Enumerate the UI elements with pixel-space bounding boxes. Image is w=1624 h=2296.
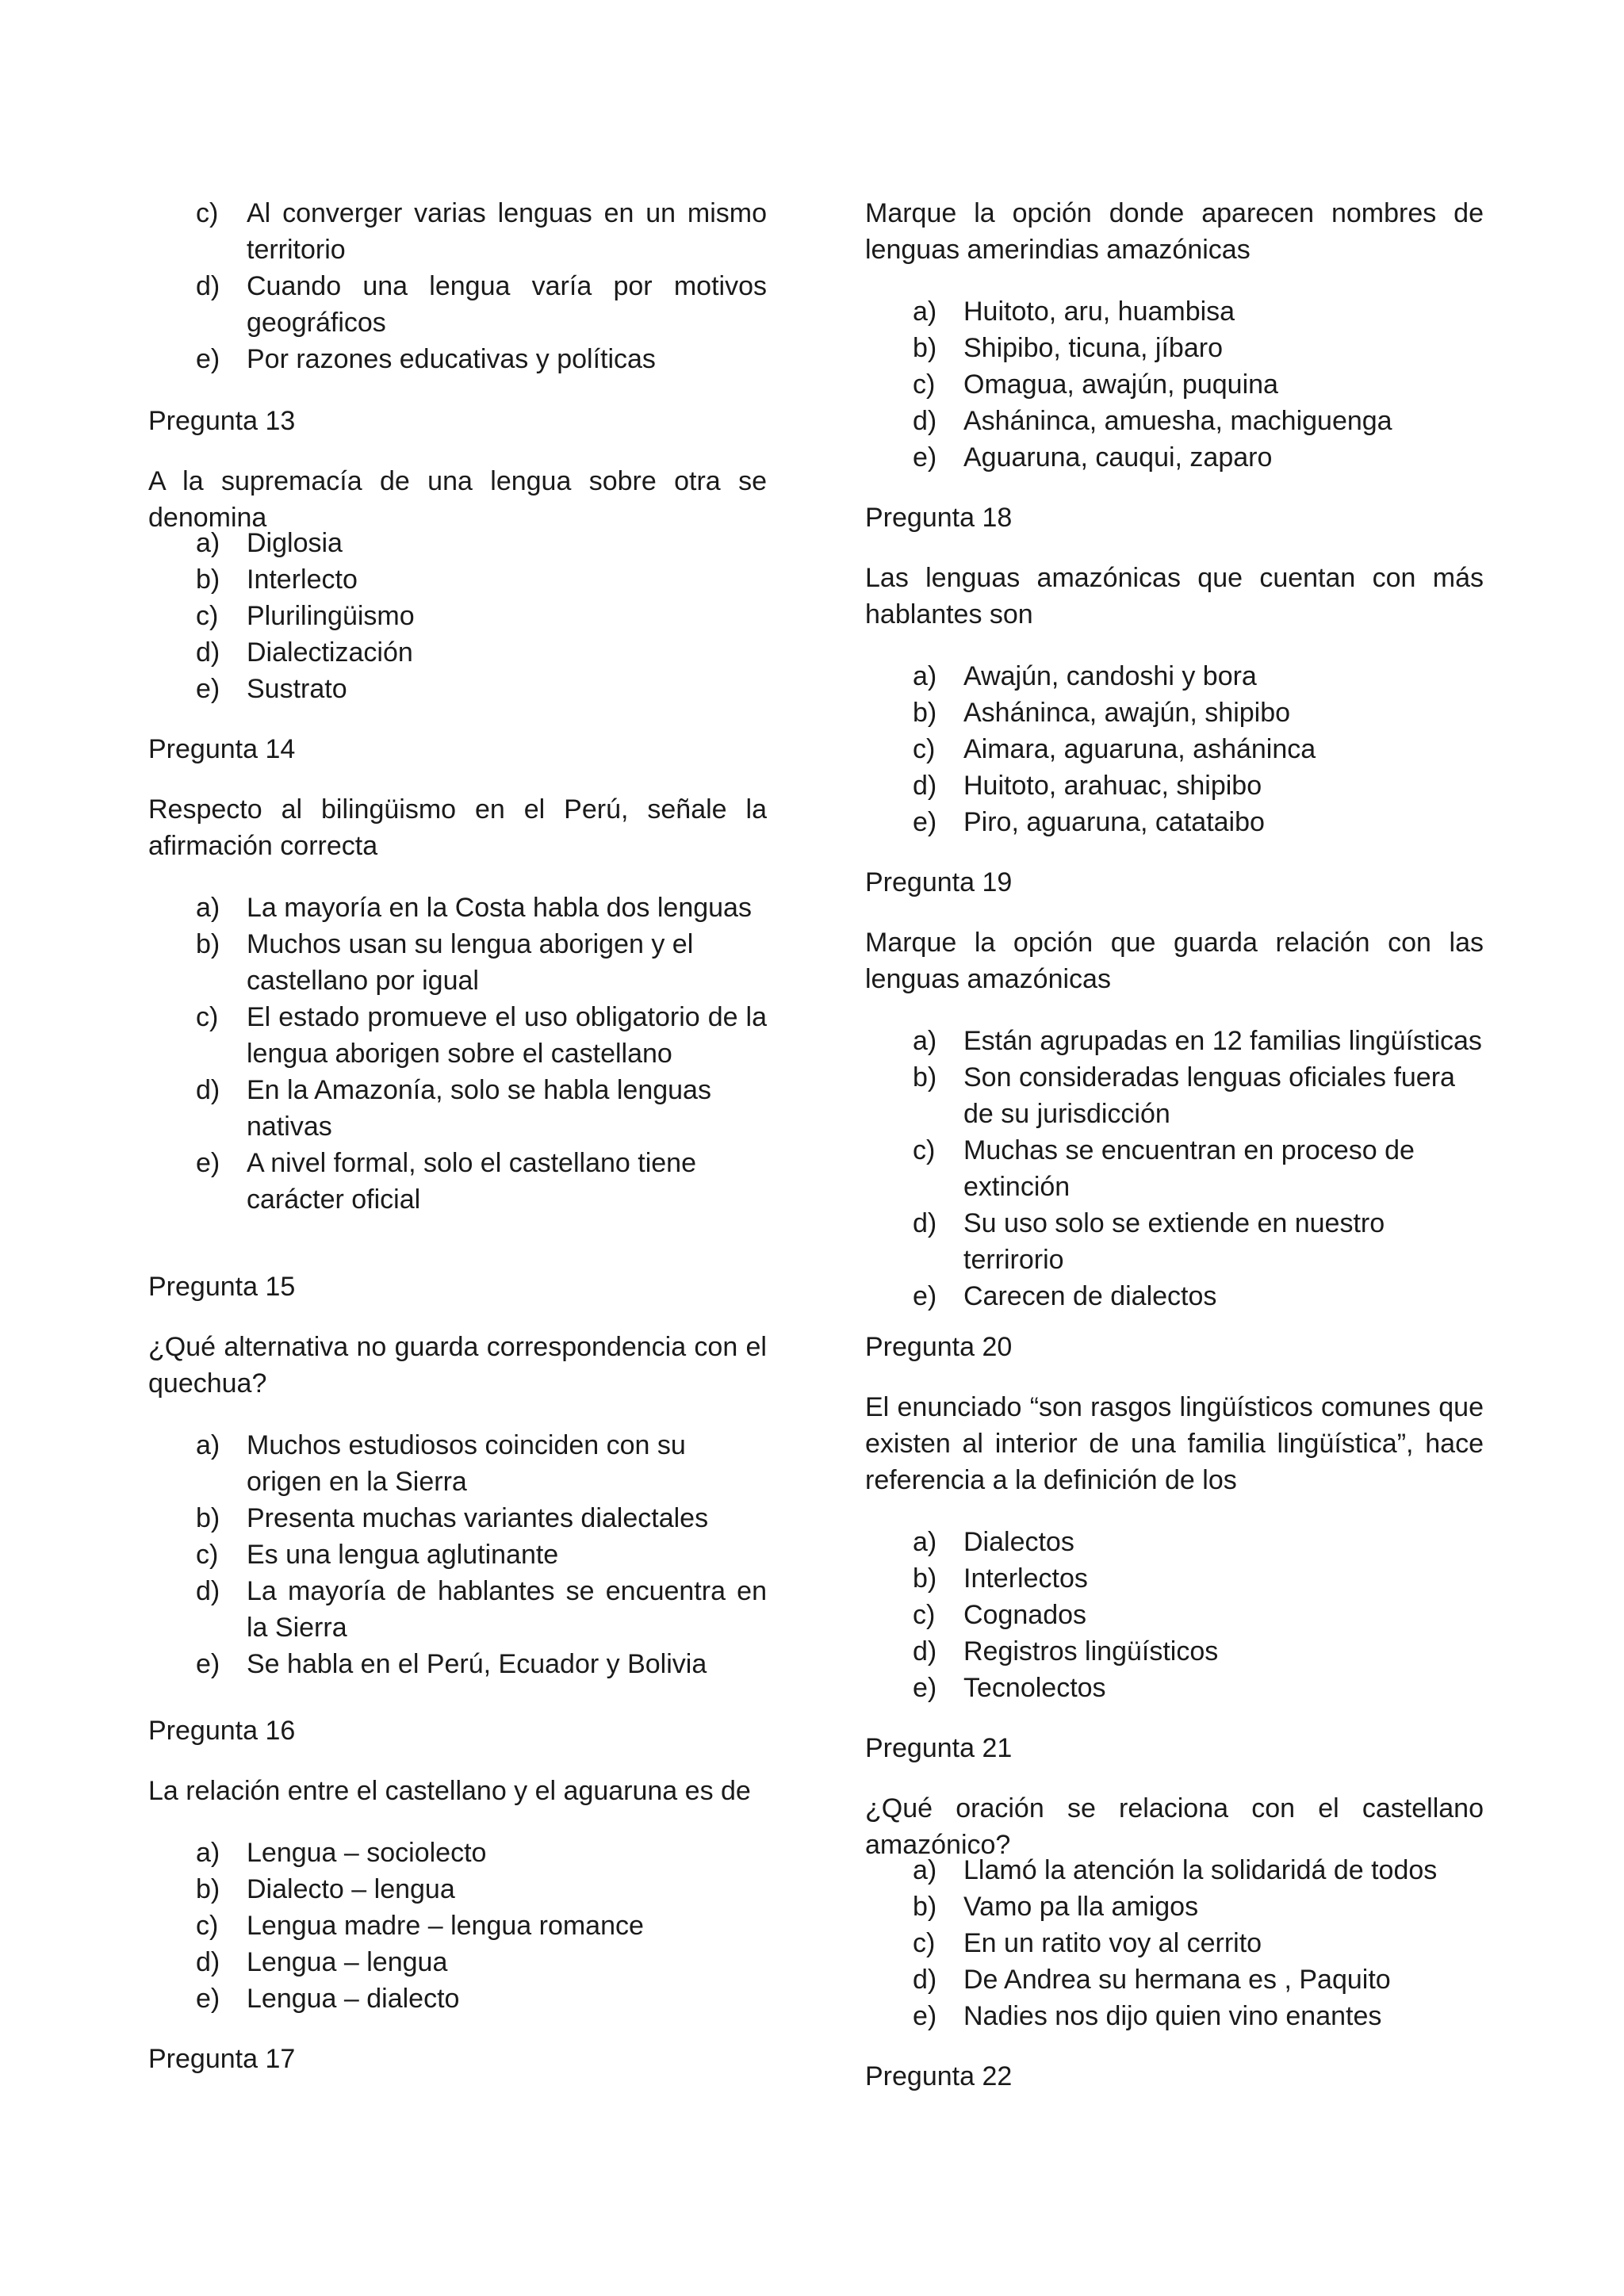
option-text: Omagua, awajún, puquina	[963, 369, 1278, 400]
option-d	[865, 1961, 1484, 1998]
option-d	[865, 403, 1484, 439]
option-letter: d)	[196, 1576, 220, 1606]
question-13-text: A la supremacía de una lengua sobre otra se denomina	[148, 466, 767, 533]
option-letter: d)	[913, 1208, 937, 1238]
option-c	[865, 1132, 1484, 1205]
option-text: Su uso solo se extiende en nuestro terrirorio	[963, 1208, 1385, 1275]
option-b	[148, 1871, 767, 1908]
option-text: Llamó la atención la solidaridá de todos	[963, 1855, 1438, 1885]
option-text: Tecnolectos	[963, 1673, 1106, 1703]
option-text: Asháninca, amuesha, machiguenga	[963, 406, 1392, 436]
question-16-options	[148, 1835, 767, 2017]
option-text: Es una lengua aglutinante	[247, 1540, 559, 1570]
question-14-label: Pregunta 14	[148, 734, 296, 764]
option-c	[865, 366, 1484, 403]
option-text: Están agrupadas en 12 familias lingüísticas	[963, 1026, 1482, 1056]
option-letter: a)	[196, 1838, 220, 1868]
option-text: Piro, aguaruna, catataibo	[963, 807, 1265, 837]
option-letter: d)	[196, 1947, 220, 1977]
question-20-text: El enunciado “son rasgos lingüísticos comunes que existen al interior de una familia lingüística”, hace referencia a la definición de los	[865, 1392, 1484, 1495]
option-letter: e)	[196, 674, 220, 704]
option-letter: b)	[196, 1503, 220, 1533]
option-letter: a)	[196, 1430, 220, 1460]
option-text: Asháninca, awajún, shipibo	[963, 698, 1291, 728]
question-19-options	[865, 1023, 1484, 1314]
option-text: Vamo pa lla amigos	[963, 1892, 1199, 1922]
question-21-label: Pregunta 21	[865, 1733, 1013, 1763]
option-e	[148, 1646, 767, 1682]
option-letter: b)	[913, 1062, 937, 1093]
option-a	[865, 1524, 1484, 1560]
option-letter: b)	[913, 698, 937, 728]
option-a	[148, 1835, 767, 1871]
option-letter: a)	[913, 1527, 937, 1557]
option-c	[148, 1908, 767, 1944]
option-text: Awajún, candoshi y bora	[963, 661, 1257, 691]
option-text: Lengua – dialecto	[247, 1984, 460, 2014]
option-d	[865, 1205, 1484, 1278]
option-text: Son consideradas lenguas oficiales fuera de su jurisdicción	[963, 1062, 1455, 1129]
option-letter: b)	[196, 929, 220, 959]
option-a	[865, 1852, 1484, 1888]
option-b	[865, 1059, 1484, 1132]
option-letter: d)	[913, 406, 937, 436]
option-letter: e)	[913, 442, 937, 473]
option-a	[865, 293, 1484, 330]
question-16-label: Pregunta 16	[148, 1716, 296, 1746]
option-c	[148, 598, 767, 634]
option-letter: c)	[196, 198, 219, 228]
option-text: Lengua – lengua	[247, 1947, 448, 1977]
option-text: Interlecto	[247, 564, 358, 595]
question-18-options	[865, 658, 1484, 840]
option-letter: d)	[196, 271, 220, 301]
option-b	[148, 561, 767, 598]
option-c	[865, 1925, 1484, 1961]
option-text: Al converger varias lenguas en un mismo territorio	[247, 198, 767, 265]
option-text: Lengua – sociolecto	[247, 1838, 487, 1868]
option-letter: b)	[913, 1892, 937, 1922]
question-17-text: Marque la opción donde aparecen nombres de lenguas amerindias amazónicas	[865, 198, 1484, 265]
option-letter: b)	[196, 1874, 220, 1904]
question-13-label: Pregunta 13	[148, 406, 296, 436]
option-b	[148, 926, 767, 999]
option-text: La mayoría de hablantes se encuentra en la Sierra	[247, 1576, 767, 1643]
option-text: Cognados	[963, 1600, 1087, 1630]
question-21-text: ¿Qué oración se relaciona con el castellano amazónico?	[865, 1793, 1484, 1860]
option-text: Huitoto, arahuac, shipibo	[963, 771, 1262, 801]
question-18-text: Las lenguas amazónicas que cuentan con más hablantes son	[865, 563, 1484, 629]
option-letter: e)	[196, 1984, 220, 2014]
q12-options-continued	[148, 195, 767, 377]
question-21-options	[865, 1852, 1484, 2034]
option-letter: e)	[913, 807, 937, 837]
option-letter: b)	[913, 1563, 937, 1594]
option-b	[865, 1888, 1484, 1925]
option-text: Interlectos	[963, 1563, 1088, 1594]
option-c	[865, 1597, 1484, 1633]
option-d	[865, 1633, 1484, 1670]
question-15-options	[148, 1427, 767, 1682]
question-14-text: Respecto al bilingüismo en el Perú, señale la afirmación correcta	[148, 794, 767, 861]
option-text: Dialectos	[963, 1527, 1074, 1557]
question-18-label: Pregunta 18	[865, 503, 1013, 533]
question-22-label: Pregunta 22	[865, 2061, 1013, 2091]
option-text: Lengua madre – lengua romance	[247, 1911, 644, 1941]
option-e	[148, 1145, 767, 1218]
option-a	[148, 890, 767, 926]
option-letter: c)	[196, 1540, 219, 1570]
option-text: Shipibo, ticuna, jíbaro	[963, 333, 1223, 363]
option-d	[148, 1072, 767, 1145]
option-e	[865, 804, 1484, 840]
option-e	[148, 341, 767, 377]
option-text: En un ratito voy al cerrito	[963, 1928, 1262, 1958]
option-c	[865, 731, 1484, 767]
option-c	[148, 999, 767, 1072]
question-19-label: Pregunta 19	[865, 867, 1013, 897]
option-letter: c)	[913, 1928, 936, 1958]
option-letter: a)	[913, 1026, 937, 1056]
option-c	[148, 1536, 767, 1573]
option-text: Aguaruna, cauqui, zaparo	[963, 442, 1273, 473]
option-letter: a)	[196, 893, 220, 923]
option-e	[865, 1278, 1484, 1314]
option-letter: a)	[913, 297, 937, 327]
option-letter: c)	[196, 1911, 219, 1941]
option-letter: e)	[196, 1148, 220, 1178]
option-letter: a)	[196, 528, 220, 558]
option-b	[148, 1500, 767, 1536]
option-d	[865, 767, 1484, 804]
option-e	[865, 1998, 1484, 2034]
question-17-options	[865, 293, 1484, 476]
option-text: Muchas se encuentran en proceso de extinción	[963, 1135, 1415, 1202]
option-text: Muchos estudiosos coinciden con su origen en la Sierra	[247, 1430, 686, 1497]
option-b	[865, 695, 1484, 731]
option-e	[148, 1980, 767, 2017]
option-letter: c)	[196, 601, 219, 631]
option-text: Huitoto, aru, huambisa	[963, 297, 1235, 327]
question-20-label: Pregunta 20	[865, 1332, 1013, 1362]
option-letter: a)	[913, 1855, 937, 1885]
question-16-text: La relación entre el castellano y el aguaruna es de	[148, 1776, 751, 1806]
question-15-text: ¿Qué alternativa no guarda correspondencia con el quechua?	[148, 1332, 767, 1399]
option-text: De Andrea su hermana es , Paquito	[963, 1965, 1391, 1995]
option-text: Nadies nos dijo quien vino enantes	[963, 2001, 1382, 2031]
option-text: Aimara, aguaruna, asháninca	[963, 734, 1316, 764]
option-text: Se habla en el Perú, Ecuador y Bolivia	[247, 1649, 707, 1679]
option-letter: d)	[913, 1636, 937, 1667]
option-d	[148, 268, 767, 341]
option-text: A nivel formal, solo el castellano tiene carácter oficial	[247, 1148, 696, 1215]
option-e	[865, 1670, 1484, 1706]
option-text: Dialectización	[247, 637, 413, 668]
option-letter: c)	[196, 1002, 219, 1032]
option-text: El estado promueve el uso obligatorio de la lengua aborigen sobre el castellano	[247, 1002, 767, 1069]
option-a	[148, 525, 767, 561]
question-19-text: Marque la opción que guarda relación con las lenguas amazónicas	[865, 928, 1484, 994]
option-letter: d)	[913, 1965, 937, 1995]
option-letter: b)	[196, 564, 220, 595]
option-text: Carecen de dialectos	[963, 1281, 1217, 1311]
option-letter: a)	[913, 661, 937, 691]
option-text: Registros lingüísticos	[963, 1636, 1219, 1667]
option-text: La mayoría en la Costa habla dos lenguas	[247, 893, 752, 923]
question-20-options	[865, 1524, 1484, 1706]
option-a	[148, 1427, 767, 1500]
question-13-options	[148, 525, 767, 707]
option-b	[865, 330, 1484, 366]
option-letter: b)	[913, 333, 937, 363]
option-a	[865, 658, 1484, 695]
option-letter: d)	[913, 771, 937, 801]
option-text: Muchos usan su lengua aborigen y el castellano por igual	[247, 929, 694, 996]
option-text: Cuando una lengua varía por motivos geográficos	[247, 271, 767, 338]
option-letter: e)	[913, 2001, 937, 2031]
option-d	[148, 1573, 767, 1646]
option-text: Sustrato	[247, 674, 347, 704]
option-text: Por razones educativas y políticas	[247, 344, 656, 374]
option-letter: e)	[913, 1281, 937, 1311]
question-17-label: Pregunta 17	[148, 2044, 296, 2074]
option-a	[865, 1023, 1484, 1059]
option-d	[148, 634, 767, 671]
option-letter: c)	[913, 369, 936, 400]
option-letter: e)	[196, 344, 220, 374]
option-text: Plurilingüismo	[247, 601, 415, 631]
option-text: Dialecto – lengua	[247, 1874, 455, 1904]
option-letter: d)	[196, 637, 220, 668]
option-c	[148, 195, 767, 268]
option-d	[148, 1944, 767, 1980]
option-b	[865, 1560, 1484, 1597]
option-letter: c)	[913, 1600, 936, 1630]
option-e	[148, 671, 767, 707]
question-14-options	[148, 890, 767, 1218]
option-letter: c)	[913, 1135, 936, 1165]
option-letter: c)	[913, 734, 936, 764]
option-text: Presenta muchas variantes dialectales	[247, 1503, 709, 1533]
option-letter: e)	[913, 1673, 937, 1703]
option-letter: d)	[196, 1075, 220, 1105]
option-text: En la Amazonía, solo se habla lenguas nativas	[247, 1075, 711, 1142]
question-15-label: Pregunta 15	[148, 1272, 296, 1302]
option-e	[865, 439, 1484, 476]
option-letter: e)	[196, 1649, 220, 1679]
option-text: Diglosia	[247, 528, 343, 558]
